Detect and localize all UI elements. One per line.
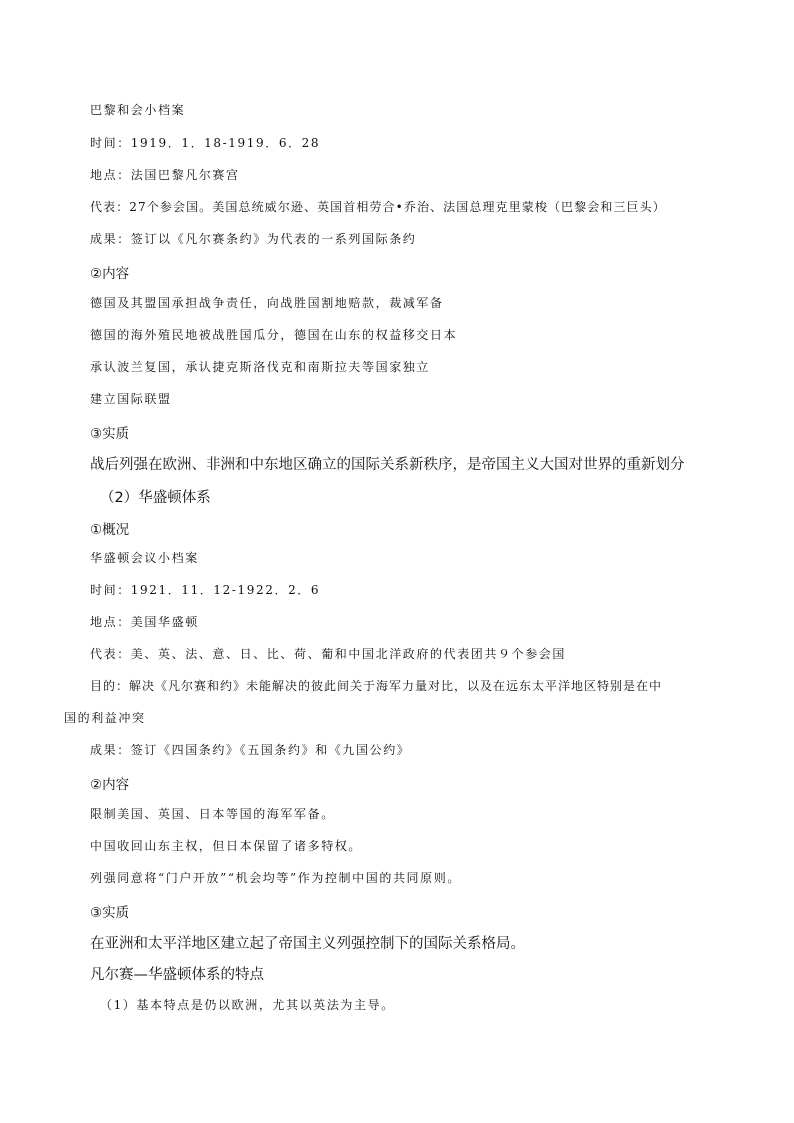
- washington-result: 成果：签订《四国条约》《五国条约》和《九国公约》: [90, 743, 411, 757]
- paris-content-item: 德国的海外殖民地被战胜国瓜分，德国在山东的权益移交日本: [90, 328, 458, 342]
- features-item: （1）基本特点是仍以欧洲，尤其以英法为主导。: [100, 998, 395, 1012]
- paris-representatives: 代表：27个参会国。美国总统威尔逊、英国首相劳合•乔治、法国总理克里蒙梭（巴黎会和三巨头）: [90, 200, 666, 214]
- washington-representatives: 代表：美、英、法、意、日、比、荷、葡和中国北洋政府的代表团共９个参会国: [90, 647, 567, 661]
- washington-content-heading: ②内容: [90, 777, 130, 793]
- paris-content-item: 建立国际联盟: [90, 392, 172, 406]
- paris-time: 时间：1919．1．18-1919．6．28: [90, 136, 321, 150]
- washington-content-item: 列强同意将“门户开放”“机会均等”作为控制中国的共同原则。: [90, 871, 461, 885]
- washington-essence-heading: ③实质: [90, 905, 130, 921]
- washington-content-item: 限制美国、英国、日本等国的海军军备。: [90, 807, 335, 821]
- washington-essence-text: 在亚洲和太平洋地区建立起了帝国主义列强控制下的国际关系格局。: [90, 936, 525, 952]
- paris-result: 成果：签订以《凡尔赛条约》为代表的一系列国际条约: [90, 232, 417, 246]
- paris-content-item: 德国及其盟国承担战争责任，向战胜国割地赔款，裁减军备: [90, 296, 444, 310]
- washington-place: 地点：美国华盛顿: [90, 615, 199, 629]
- washington-time: 时间：1921．11．12-1922．2．6: [90, 583, 321, 597]
- washington-section-title: （2）华盛顿体系: [100, 490, 211, 506]
- paris-place: 地点：法国巴黎凡尔赛宫: [90, 168, 240, 182]
- paris-content-item: 承认波兰复国，承认捷克斯洛伐克和南斯拉夫等国家独立: [90, 360, 431, 374]
- washington-archive-title: 华盛顿会议小档案: [90, 551, 199, 565]
- paris-essence-heading: ③实质: [90, 426, 130, 442]
- washington-content-item: 中国收回山东主权，但日本保留了诸多特权。: [90, 839, 363, 853]
- washington-purpose: 目的：解决《凡尔赛和约》未能解决的彼此间关于海军力量对比，以及在远东太平洋地区特别是在中: [90, 679, 663, 693]
- washington-purpose-continued: 国的利益冲突: [64, 711, 146, 725]
- washington-overview-heading: ①概况: [90, 522, 130, 538]
- paris-essence-text: 战后列强在欧洲、非洲和中东地区确立的国际关系新秩序，是帝国主义大国对世界的重新划分: [90, 457, 685, 473]
- paris-content-heading: ②内容: [90, 266, 130, 282]
- paris-archive-title: 巴黎和会小档案: [90, 103, 186, 117]
- features-title: 凡尔赛—华盛顿体系的特点: [90, 967, 264, 983]
